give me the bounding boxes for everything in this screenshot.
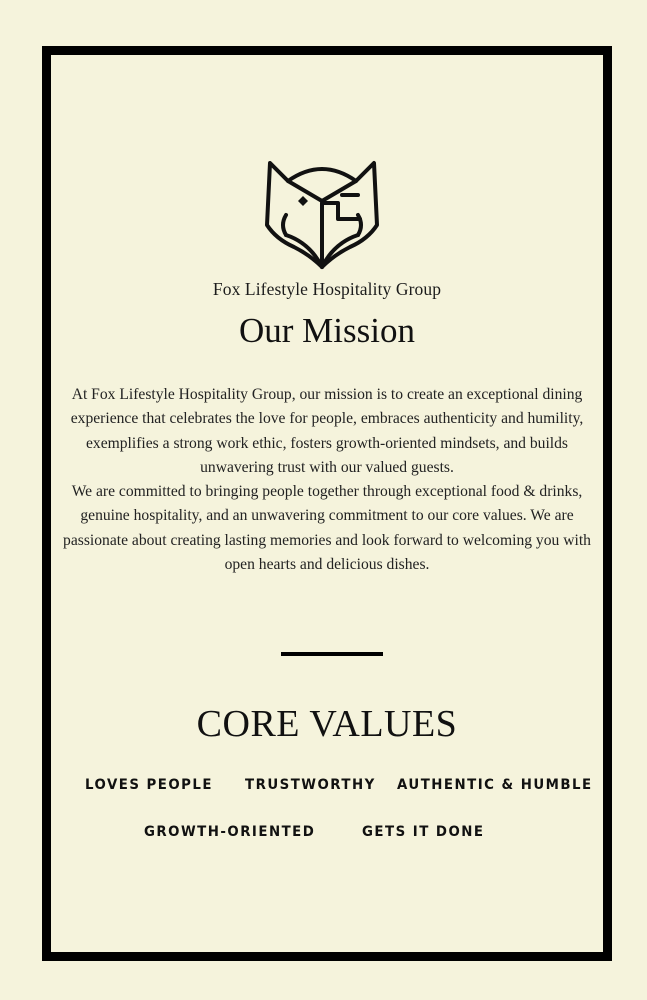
core-value-growth-oriented: GROWTH-ORIENTED (144, 824, 316, 840)
poster-content (51, 55, 603, 952)
core-values-title: CORE VALUES (196, 703, 458, 745)
core-value-loves-people: LOVES PEOPLE (85, 777, 213, 793)
page-border-frame (42, 46, 612, 961)
fox-head-icon (264, 159, 380, 271)
mission-paragraph: We are committed to bringing people together through exceptional food & drinks, genuine hospitality, and an unwavering commitment to our core values. We are passionate about creating lasting memories and look forward to welcoming you with open hearts and delicious dishes. (63, 483, 591, 574)
section-divider (281, 652, 383, 656)
core-value-gets-it-done: GETS IT DONE (362, 824, 485, 840)
company-name: Fox Lifestyle Hospitality Group (212, 279, 442, 299)
mission-statement (63, 383, 591, 577)
core-value-trustworthy: TRUSTWORTHY (245, 777, 376, 793)
core-value-authentic-humble: AUTHENTIC & HUMBLE (397, 777, 593, 793)
mission-paragraph: At Fox Lifestyle Hospitality Group, our mission is to create an exceptional dining experience that celebrates the love for people, embraces authenticity and humility, exemplifies a strong work ethic, fosters growth-oriented mindsets, and builds unwavering trust with our valued guests. (70, 386, 584, 476)
mission-title: Our Mission (239, 311, 415, 350)
